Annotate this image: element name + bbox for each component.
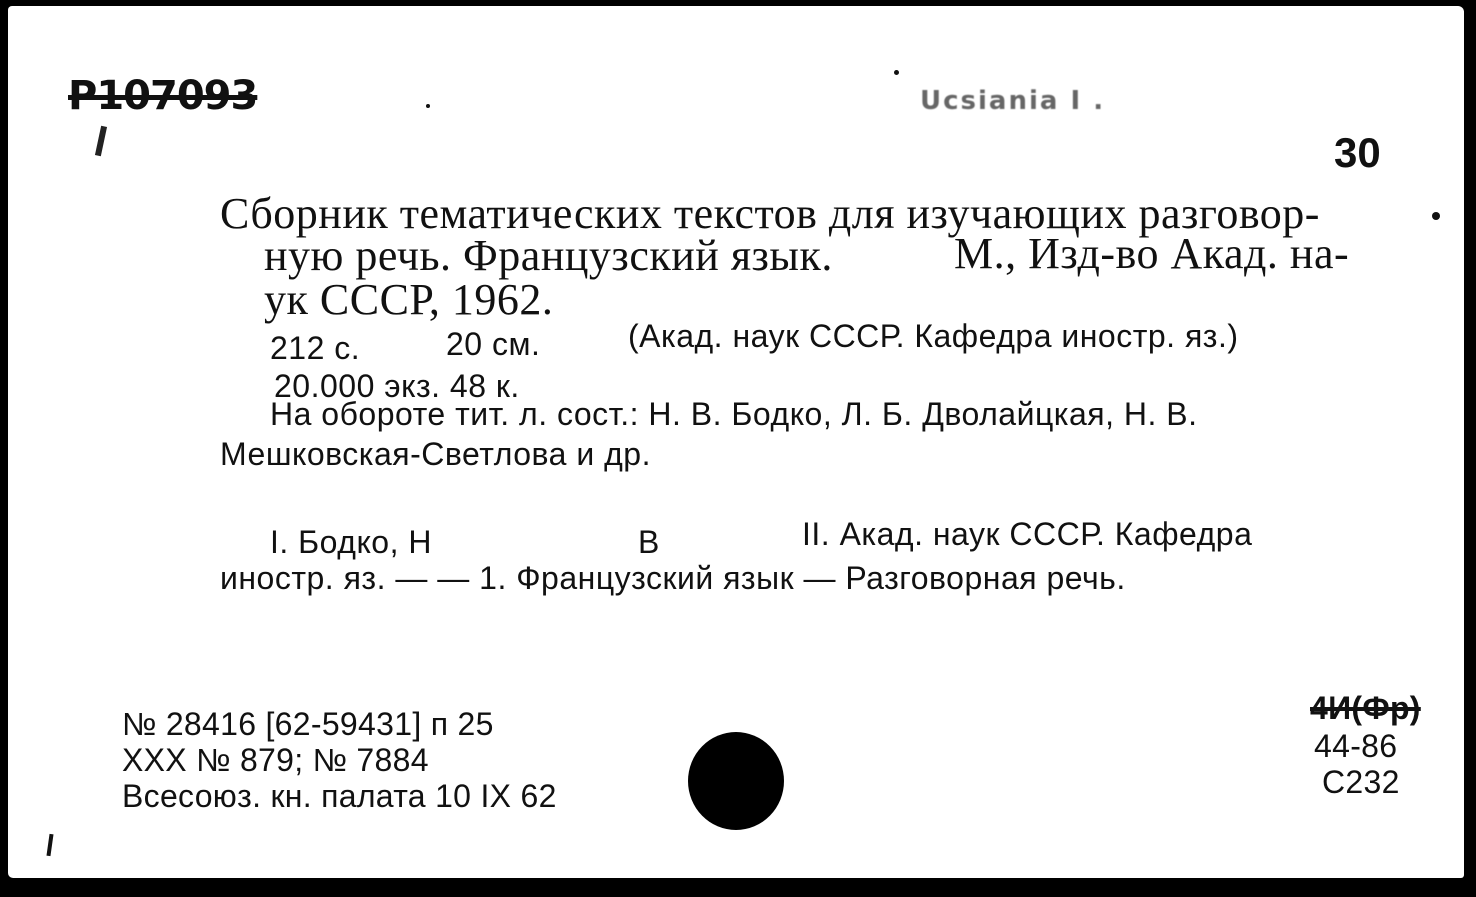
series-note: (Акад. наук СССР. Кафедра иностр. яз.) bbox=[628, 318, 1239, 354]
title-line-3: ук СССР, 1962. bbox=[264, 275, 554, 324]
ink-speck bbox=[1432, 212, 1440, 220]
added-entry-corporate: II. Акад. наук СССР. Кафедра bbox=[802, 516, 1253, 552]
punch-hole bbox=[688, 732, 784, 830]
subject-headings: иностр. яз. — — 1. Французский язык — Разговорная речь. bbox=[220, 560, 1126, 596]
page-count: 212 с. bbox=[270, 330, 361, 366]
title-line-2: ную речь. Французский язык. bbox=[264, 231, 833, 280]
title-line-1: Сборник тематических текстов для изучающих разговор- bbox=[220, 189, 1320, 238]
classification-code: 44-86 bbox=[1314, 728, 1398, 764]
classification-crossed: 4И(Фр) bbox=[1310, 690, 1421, 726]
ink-mark bbox=[95, 126, 107, 157]
compilers-note-line-1: На обороте тит. л. сост.: Н. В. Бодко, Л. Б. Дволайцкая, Н. В. bbox=[270, 396, 1198, 432]
catalog-reference: XXX № 879; № 7884 bbox=[122, 742, 429, 778]
inventory-stamp: Р107093 bbox=[68, 73, 258, 119]
added-entry-initial: В bbox=[638, 524, 660, 560]
author-mark: С232 bbox=[1322, 764, 1400, 800]
chamber-imprint: Всесоюз. кн. палата 10 IX 62 bbox=[122, 778, 557, 814]
catalog-card bbox=[8, 6, 1464, 878]
ink-speck bbox=[894, 70, 899, 75]
book-size: 20 см. bbox=[446, 326, 541, 362]
print-run-price: 20.000 экз. 48 к. bbox=[274, 368, 520, 404]
added-entry-author: I. Бодко, Н bbox=[270, 524, 432, 560]
card-number: 30 bbox=[1334, 129, 1381, 176]
compilers-note-line-2: Мешковская-Светлова и др. bbox=[220, 436, 651, 472]
card-order-number: № 28416 [62-59431] п 25 bbox=[122, 706, 494, 742]
faint-header-text: Ucsianіа I . bbox=[920, 86, 1106, 116]
publisher-line: М., Изд-во Акад. на- bbox=[954, 229, 1350, 278]
ink-mark bbox=[46, 834, 53, 856]
ink-speck bbox=[426, 104, 430, 108]
